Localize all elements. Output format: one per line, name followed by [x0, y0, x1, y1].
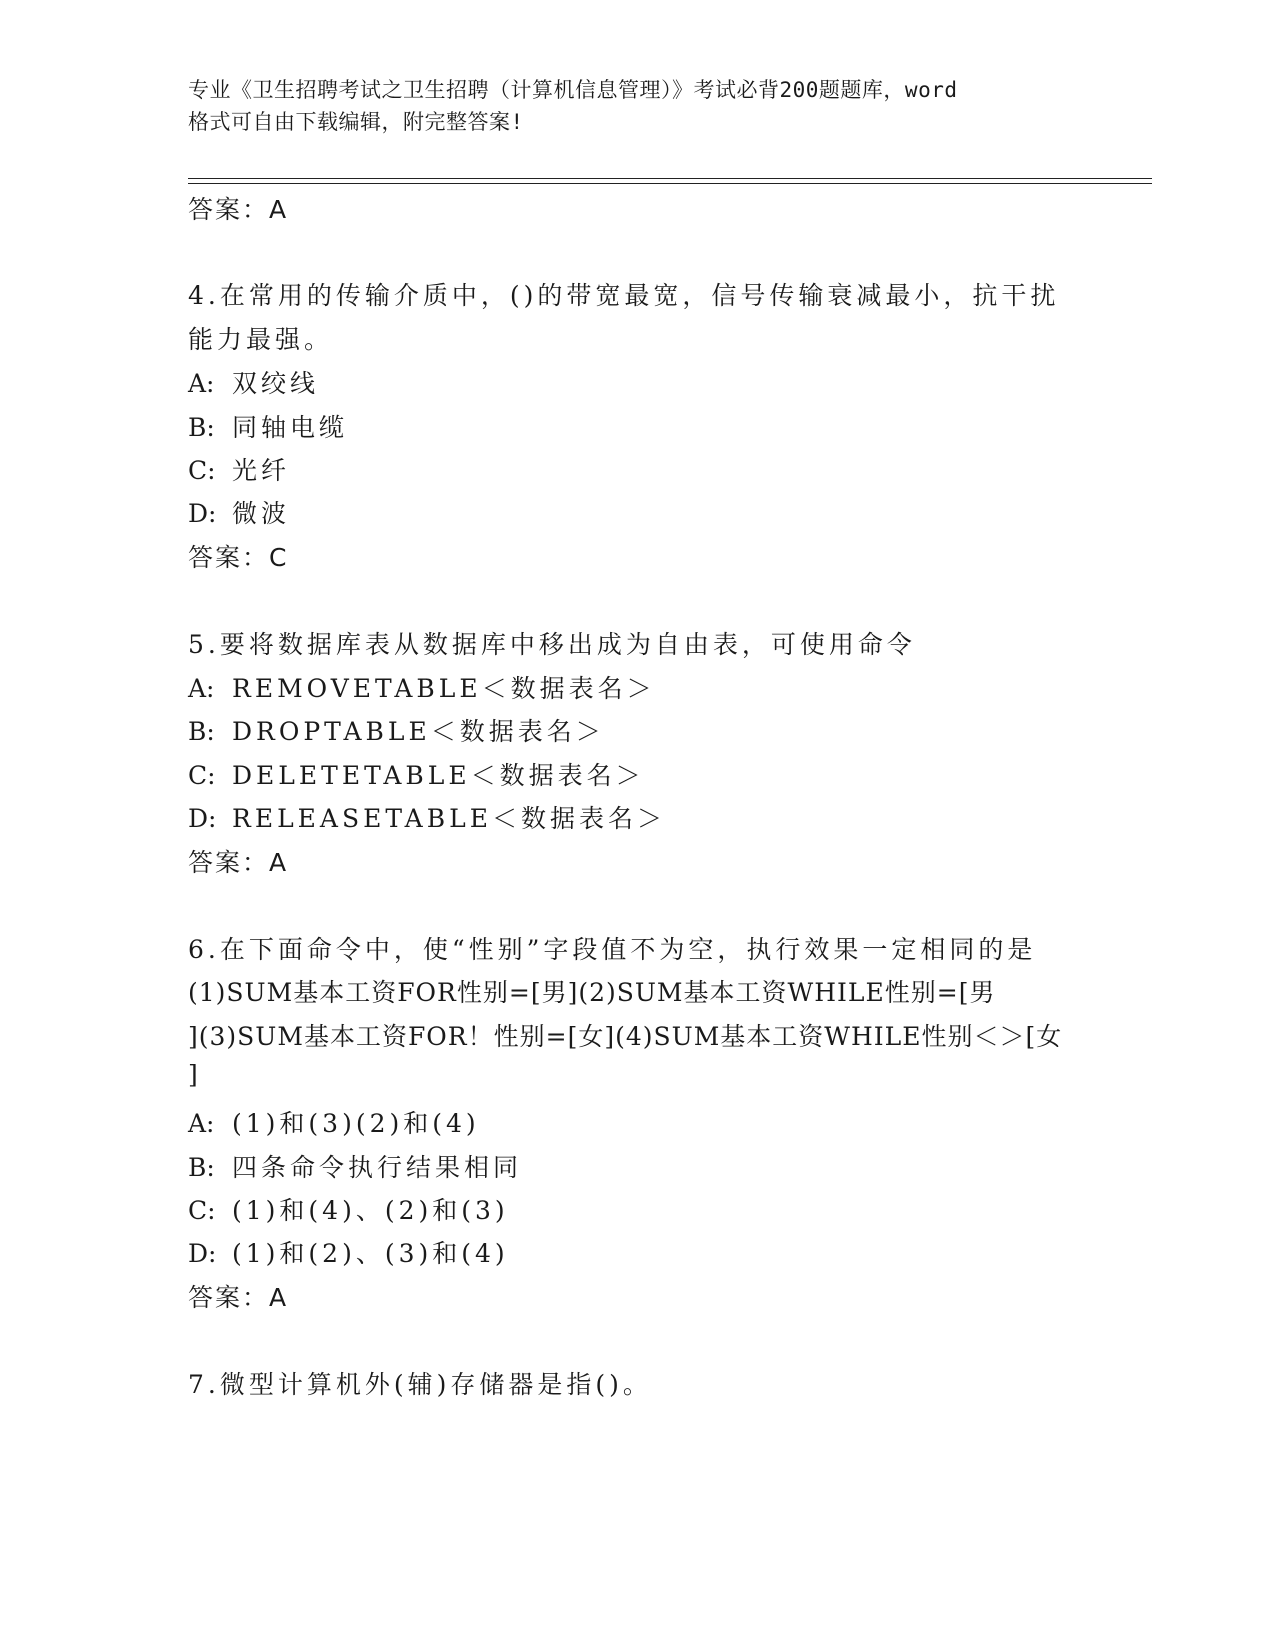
q5-answer: 答案：A [188, 848, 289, 877]
q5-stem-line-1: 5.要将数据库表从数据库中移出成为自由表，可使用命令 [188, 630, 916, 659]
option-label: B: [188, 717, 215, 746]
document-header [188, 74, 1088, 138]
option-label: C: [188, 761, 216, 790]
header-divider-bottom [188, 183, 1152, 184]
option-label: D: [188, 499, 217, 528]
header-divider-top [188, 178, 1152, 179]
q6-option-c [188, 1191, 509, 1227]
q6-option-a [188, 1104, 480, 1140]
option-text: 微波 [232, 499, 291, 528]
option-text: 同轴电缆 [232, 413, 349, 442]
option-label: D: [188, 804, 217, 833]
q5-option-d [188, 799, 666, 835]
option-text: 光纤 [232, 456, 291, 485]
option-text: (1)和(4)、(2)和(3) [232, 1196, 509, 1225]
option-text: (1)和(3)(2)和(4) [232, 1109, 480, 1138]
q6-stem-line-3: ](3)SUM基本工资FOR！性别=[女](4)SUM基本工资WHILE性别＜＞[女 [188, 1022, 1063, 1051]
option-label: B: [188, 413, 215, 442]
option-label: A: [188, 369, 215, 398]
option-label: D: [188, 1239, 217, 1268]
q4-answer: 答案：C [188, 543, 289, 572]
option-label: B: [188, 1153, 215, 1182]
q6-stem-line-2: (1)SUM基本工资FOR性别=[男](2)SUM基本工资WHILE性别=[男 [188, 978, 996, 1007]
q4-option-d [188, 494, 290, 530]
header-line-1: 专业《卫生招聘考试之卫生招聘（计算机信息管理）》考试必背200题题库，word [188, 78, 958, 102]
option-text: DROPTABLE＜数据表名＞ [232, 717, 605, 746]
q5-option-b [188, 712, 605, 748]
q4-stem-line-2: 能力最强。 [188, 325, 334, 354]
previous-answer: 答案：A [188, 195, 289, 224]
q6-answer: 答案：A [188, 1283, 289, 1312]
q4-option-c [188, 451, 290, 487]
q5-option-a [188, 669, 656, 705]
header-line-2: 格式可自由下载编辑，附完整答案! [188, 110, 524, 134]
q6-option-d [188, 1234, 509, 1270]
q6-stem-line-1: 6.在下面命令中，使“性别”字段值不为空，执行效果一定相同的是 [188, 935, 1037, 964]
q6-stem-line-4: ] [188, 1060, 202, 1089]
option-label: A: [188, 1109, 215, 1138]
q4-option-b [188, 408, 348, 444]
q7-stem-line-1: 7.微型计算机外(辅)存储器是指()。 [188, 1370, 652, 1399]
option-label: A: [188, 674, 215, 703]
option-text: 四条命令执行结果相同 [232, 1153, 523, 1182]
option-text: DELETETABLE＜数据表名＞ [232, 761, 645, 790]
q5-option-c [188, 756, 645, 792]
q6-option-b [188, 1148, 522, 1184]
option-label: C: [188, 456, 216, 485]
q4-option-a [188, 364, 319, 400]
q4-stem-line-1: 4.在常用的传输介质中，()的带宽最宽，信号传输衰减最小，抗干扰 [188, 281, 1060, 310]
option-text: RELEASETABLE＜数据表名＞ [232, 804, 666, 833]
option-text: 双绞线 [232, 369, 320, 398]
option-label: C: [188, 1196, 216, 1225]
option-text: REMOVETABLE＜数据表名＞ [232, 674, 656, 703]
option-text: (1)和(2)、(3)和(4) [232, 1239, 509, 1268]
